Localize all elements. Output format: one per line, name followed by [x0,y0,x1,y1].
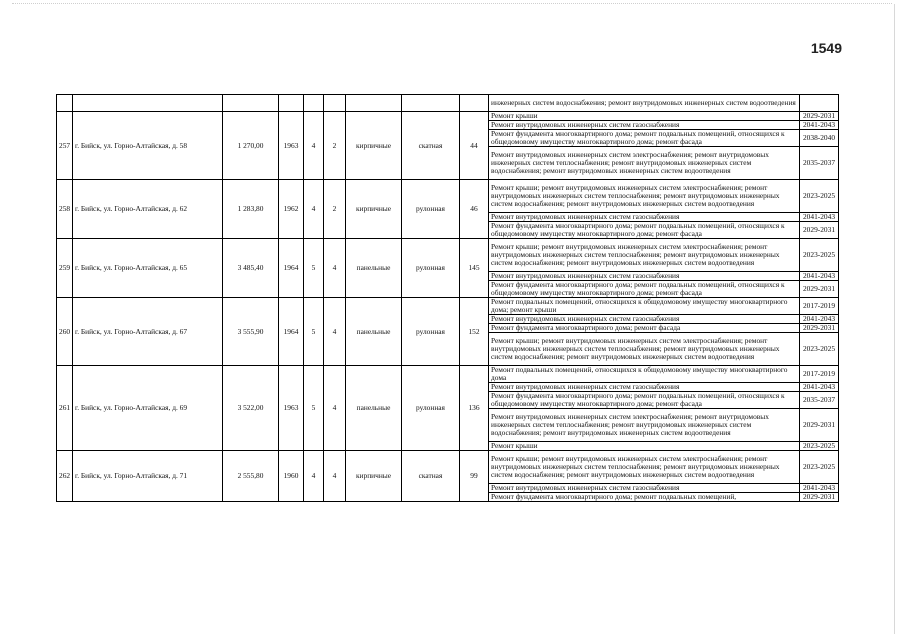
housing-repair-table [56,94,839,502]
wall-material-cell: кирпичные [346,180,402,239]
repair-work-cell [489,213,800,222]
repair-period-cell: 2017-2019 [800,366,839,383]
repair-work-text: Ремонт крыши; ремонт внутридомовых инженерных систем электроснабжения; ремонт внутридомовых инженерных систем теплоснабжения; ремонт внутридомовых инженерных систем водоснабжения; ремонт внутридомовых инженерных систем водоотведения [491,454,780,479]
repair-work-cell [489,95,800,112]
repair-work-cell [489,333,800,366]
repair-work-cell [489,112,800,121]
entrances-cell [324,95,346,112]
repair-period-cell: 2029-2031 [800,112,839,121]
repair-period-cell: 2041-2043 [800,315,839,324]
repair-work-text: Ремонт фундамента многоквартирного дома; ремонт подвальных помещений, относящихся к общедомовому имуществу многоквартирного дома; ремонт фасада [491,280,785,297]
page-top-edge [12,3,892,5]
repair-work-cell [489,180,800,213]
address-cell: г. Бийск, ул. Горно-Алтайская, д. 71 [73,451,223,502]
repair-work-text: Ремонт внутридомовых инженерных систем газоснабжения [491,271,680,280]
repair-period-cell: 2041-2043 [800,213,839,222]
repair-work-cell [489,442,800,451]
repair-period-cell: 2023-2025 [800,333,839,366]
flats-count-cell: 145 [460,239,489,298]
table-row [57,366,839,383]
repair-work-cell [489,130,800,147]
repair-work-cell [489,315,800,324]
repair-work-cell [489,298,800,315]
repair-work-text: Ремонт крыши; ремонт внутридомовых инженерных систем электроснабжения; ремонт внутридомовых инженерных систем теплоснабжения; ремонт внутридомовых инженерных систем водоснабжения; ремонт внутридомовых инженерных систем водоотведения [491,183,780,208]
row-number-cell: 259 [57,239,73,298]
floors-cell: 4 [304,451,324,502]
repair-work-text: Ремонт подвальных помещений, относящихся к общедомовому имуществу многоквартирного дома; ремонт крыши [491,297,788,314]
build-year-cell: 1960 [279,451,304,502]
repair-period-cell: 2038-2040 [800,130,839,147]
repair-work-text: Ремонт внутридомовых инженерных систем газоснабжения [491,314,680,323]
repair-work-cell [489,493,800,502]
address-cell: г. Бийск, ул. Горно-Алтайская, д. 58 [73,112,223,180]
area-cell: 3 522,00 [223,366,279,451]
repair-work-cell [489,281,800,298]
repair-period-cell: 2041-2043 [800,121,839,130]
repair-period-cell: 2041-2043 [800,272,839,281]
repair-period-cell: 2023-2025 [800,451,839,484]
floors-cell: 4 [304,180,324,239]
wall-material-cell: панельные [346,298,402,366]
repair-work-cell [489,272,800,281]
floors-cell [304,95,324,112]
repair-period-cell: 2035-2037 [800,147,839,180]
roof-type-cell: рулонная [402,180,460,239]
wall-material-cell: кирпичные [346,112,402,180]
table-row [57,95,839,112]
repair-work-cell [489,409,800,442]
repair-work-cell [489,324,800,333]
entrances-cell: 4 [324,366,346,451]
wall-material-cell: панельные [346,366,402,451]
flats-count-cell: 46 [460,180,489,239]
repair-period-cell: 2029-2031 [800,324,839,333]
build-year-cell: 1963 [279,112,304,180]
floors-cell: 5 [304,239,324,298]
repair-work-text: Ремонт внутридомовых инженерных систем газоснабжения [491,120,680,129]
page-right-edge [894,4,895,634]
repair-work-text: Ремонт подвальных помещений, относящихся к общедомовому имуществу многоквартирного дома [491,365,788,382]
flats-count-cell [460,95,489,112]
table-row [57,298,839,315]
table-row [57,112,839,121]
address-cell: г. Бийск, ул. Горно-Алтайская, д. 65 [73,239,223,298]
repair-period-cell: 2023-2025 [800,442,839,451]
entrances-cell: 2 [324,112,346,180]
repair-work-cell [489,392,800,409]
roof-type-cell: рулонная [402,239,460,298]
repair-period-cell: 2029-2031 [800,409,839,442]
build-year-cell: 1964 [279,298,304,366]
repair-period-cell: 2029-2031 [800,493,839,502]
repair-work-text: Ремонт фундамента многоквартирного дома; ремонт подвальных помещений, относящихся к общедомовому имуществу многоквартирного дома; ремонт фасада [491,221,785,238]
repair-period-cell: 2029-2031 [800,222,839,239]
area-cell: 3 485,40 [223,239,279,298]
row-number-cell: 262 [57,451,73,502]
repair-work-text: Ремонт внутридомовых инженерных систем электроснабжения; ремонт внутридомовых инженерных систем теплоснабжения; ремонт внутридомовых инженерных систем водоснабжения; ремонт внутридомовых инженерных систем водоотведения [491,150,769,175]
floors-cell: 5 [304,366,324,451]
row-number-cell [57,95,73,112]
repair-work-cell [489,383,800,392]
repair-work-text: Ремонт фундамента многоквартирного дома; ремонт подвальных помещений, относящихся к общедомовому имуществу многоквартирного дома; ремонт фасада [491,129,785,146]
repair-period-cell: 2041-2043 [800,484,839,493]
repair-work-text: Ремонт крыши [491,111,538,120]
address-cell: г. Бийск, ул. Горно-Алтайская, д. 69 [73,366,223,451]
build-year-cell [279,95,304,112]
build-year-cell: 1962 [279,180,304,239]
area-cell: 1 283,80 [223,180,279,239]
repair-work-cell [489,451,800,484]
repair-work-cell [489,239,800,272]
entrances-cell: 4 [324,451,346,502]
repair-work-text: Ремонт крыши; ремонт внутридомовых инженерных систем электроснабжения; ремонт внутридомовых инженерных систем теплоснабжения; ремонт внутридомовых инженерных систем водоснабжения; ремонт внутридомовых инженерных систем водоотведения [491,242,780,267]
floors-cell: 4 [304,112,324,180]
flats-count-cell: 99 [460,451,489,502]
area-cell: 2 555,80 [223,451,279,502]
wall-material-cell: панельные [346,239,402,298]
repair-period-cell [800,95,839,112]
repair-work-cell [489,121,800,130]
repair-work-text: Ремонт внутридомовых инженерных систем газоснабжения [491,483,680,492]
repair-work-cell [489,222,800,239]
repair-work-text: Ремонт крыши [491,441,538,450]
build-year-cell: 1963 [279,366,304,451]
table-row [57,239,839,272]
area-cell [223,95,279,112]
wall-material-cell [346,95,402,112]
entrances-cell: 4 [324,239,346,298]
page-number: 1549 [810,40,842,56]
roof-type-cell: рулонная [402,366,460,451]
repair-work-text: Ремонт фундамента многоквартирного дома; ремонт фасада [491,323,681,332]
entrances-cell: 4 [324,298,346,366]
repair-work-cell [489,366,800,383]
roof-type-cell: скатная [402,112,460,180]
row-number-cell: 260 [57,298,73,366]
build-year-cell: 1964 [279,239,304,298]
table-row [57,451,839,484]
roof-type-cell: скатная [402,451,460,502]
repair-period-cell: 2023-2025 [800,180,839,213]
row-number-cell: 257 [57,112,73,180]
repair-work-text: Ремонт фундамента многоквартирного дома; ремонт подвальных помещений, [491,492,737,501]
repair-period-cell: 2035-2037 [800,392,839,409]
area-cell: 3 555,90 [223,298,279,366]
repair-work-text: инженерных систем водоснабжения; ремонт внутридомовых инженерных систем водоотведения [491,98,796,107]
repair-work-text: Ремонт внутридомовых инженерных систем электроснабжения; ремонт внутридомовых инженерных систем теплоснабжения; ремонт внутридомовых инженерных систем водоснабжения; ремонт внутридомовых инженерных систем водоотведения [491,412,769,437]
address-cell [73,95,223,112]
roof-type-cell: рулонная [402,298,460,366]
repair-work-text: Ремонт фундамента многоквартирного дома; ремонт подвальных помещений, относящихся к общедомовому имуществу многоквартирного дома; ремонт фасада [491,391,785,408]
repair-period-cell: 2029-2031 [800,281,839,298]
address-cell: г. Бийск, ул. Горно-Алтайская, д. 67 [73,298,223,366]
entrances-cell: 2 [324,180,346,239]
roof-type-cell [402,95,460,112]
repair-period-cell: 2023-2025 [800,239,839,272]
floors-cell: 5 [304,298,324,366]
area-cell: 1 270,00 [223,112,279,180]
flats-count-cell: 44 [460,112,489,180]
repair-work-cell [489,147,800,180]
row-number-cell: 258 [57,180,73,239]
repair-work-text: Ремонт крыши; ремонт внутридомовых инженерных систем электроснабжения; ремонт внутридомовых инженерных систем теплоснабжения; ремонт внутридомовых инженерных систем водоснабжения; ремонт внутридомовых инженерных систем водоотведения [491,336,780,361]
repair-work-text: Ремонт внутридомовых инженерных систем газоснабжения [491,382,680,391]
repair-work-cell [489,484,800,493]
repair-period-cell: 2017-2019 [800,298,839,315]
repair-work-text: Ремонт внутридомовых инженерных систем газоснабжения [491,212,680,221]
table-row [57,180,839,213]
address-cell: г. Бийск, ул. Горно-Алтайская, д. 62 [73,180,223,239]
table-body [57,95,839,502]
flats-count-cell: 152 [460,298,489,366]
row-number-cell: 261 [57,366,73,451]
wall-material-cell: кирпичные [346,451,402,502]
flats-count-cell: 136 [460,366,489,451]
repair-period-cell: 2041-2043 [800,383,839,392]
